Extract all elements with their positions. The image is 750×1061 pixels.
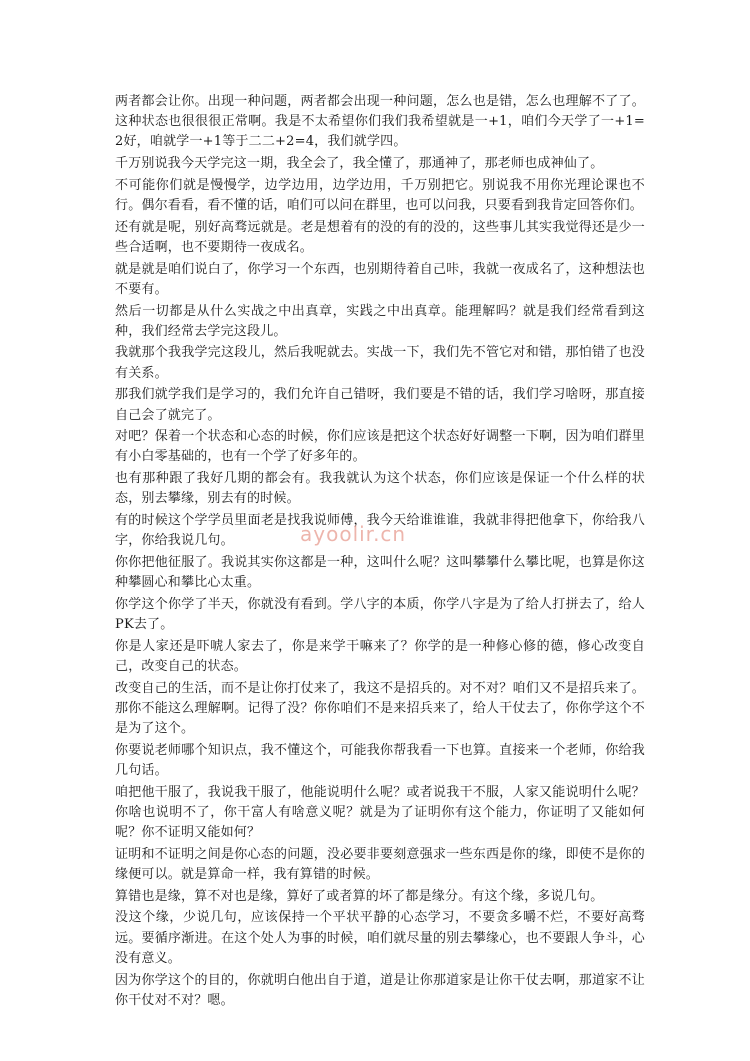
watermark-text: ayoolir.cn [300, 522, 407, 546]
paragraph: 你学这个你学了半天，你就没有看到。学八字的本质，你学八字是为了给人打拼去了，给人PK去了。 [115, 596, 645, 633]
paragraph: 你是人家还是吓唬人家去了，你是来学干嘛来了？你学的是一种修心修的德，修心改变自己，改变自己的状态。 [115, 638, 645, 674]
paragraph: 那我们就学我们是学习的，我们允许自己错呀，我们要是不错的话，我们学习啥呀，那直接自己会了就完了。 [115, 387, 645, 423]
document-body [115, 92, 645, 1012]
paragraph: 改变自己的生活，而不是让你打仗来了，我这不是招兵的。对不对？咱们又不是招兵来了。那你不能这么理解啊。记得了没？你你咱们不是来招兵来了，给人干仗去了，你你学这个不是为了这个。 [115, 680, 645, 737]
paragraph: 没这个缘，少说几句，应该保持一个平状平静的心态学习，不要贪多嚼不烂，不要好高骛远。要循序渐进。在这个处人为事的时候，咱们就尽量的别去攀缘心，也不要跟人争斗，心没有意义。 [115, 910, 645, 966]
paragraph: 还有就是呢，别好高骛远就是。老是想着有的没的有的没的，这些事儿其实我觉得还是少一些合适啊，也不要期待一夜成名。 [115, 219, 645, 255]
paragraph: 我就那个我我学完这段儿，然后我呢就去。实战一下，我们先不管它对和错，那怕错了也没有关系。 [115, 345, 645, 381]
paragraph: 也有那种跟了我好几期的都会有。我我就认为这个状态，你们应该是保证一个什么样的状态，别去攀缘，别去有的时候。 [115, 471, 645, 507]
paragraph: 你要说老师哪个知识点，我不懂这个，可能我你帮我看一下也算。直接来一个老师，你给我几句话。 [115, 742, 645, 778]
paragraph: 因为你学这个的目的，你就明白他出自于道，道是让你那道家是让你干仗去啊，那道家不让你干仗对不对？嗯。 [115, 972, 645, 1008]
paragraph: 算错也是缘，算不对也是缘，算好了或者算的坏了都是缘分。有这个缘，多说几句。 [115, 888, 604, 904]
paragraph: 有的时候这个学学员里面老是找我说师傅，我今天给谁谁谁，我就非得把他拿下，你给我八字，你给我说几句。 [115, 513, 645, 549]
paragraph: 你你把他征服了。我说其实你这都是一种，这叫什么呢？这叫攀攀什么攀比呢，也算是你这种攀圆心和攀比心太重。 [115, 554, 645, 591]
paragraph: 对吧？保着一个状态和心态的时候，你们应该是把这个状态好好调整一下啊，因为咱们群里有小白零基础的，也有一个学了好多年的。 [115, 429, 645, 465]
paragraph: 就是就是咱们说白了，你学习一个东西，也别期待着自己咔，我就一夜成名了，这种想法也不要有。 [115, 261, 645, 297]
paragraph: 不可能你们就是慢慢学，边学边用，边学边用，千万别把它。别说我不用你光理论课也不行。偶尔看看，看不懂的话，咱们可以问在群里，也可以问我，只要看到我肯定回答你们。 [115, 177, 645, 214]
paragraph: 两者都会让你。出现一种问题，两者都会出现一种问题，怎么也是错，怎么也理解不了了。这种状态也很很很正常啊。我是不太希望你们我们我希望就是一+1，咱们今天学了一+1=2好，咱就学一+1等于二二+2=4，我们就学四。 [115, 94, 645, 150]
paragraph: 咱把他干服了，我说我干服了，他能说明什么呢？或者说我干不服，人家又能说明什么呢？你啥也说明不了，你干富人有啥意义呢？就是为了证明你有这个能力，你证明了又能如何呢？你不证明又能如何？ [115, 784, 645, 841]
paragraph: 然后一切都是从什么实战之中出真章，实践之中出真章。能理解吗？就是我们经常看到这种，我们经常去学完这段儿。 [115, 303, 645, 339]
paragraph: 证明和不证明之间是你心态的问题，没必要非要刻意强求一些东西是你的缘，即使不是你的缘便可以。就是算命一样，我有算错的时候。 [115, 846, 645, 883]
paragraph: 千万别说我今天学完这一期，我全会了，我全懂了，那通神了，那老师也成神仙了。 [115, 156, 604, 172]
